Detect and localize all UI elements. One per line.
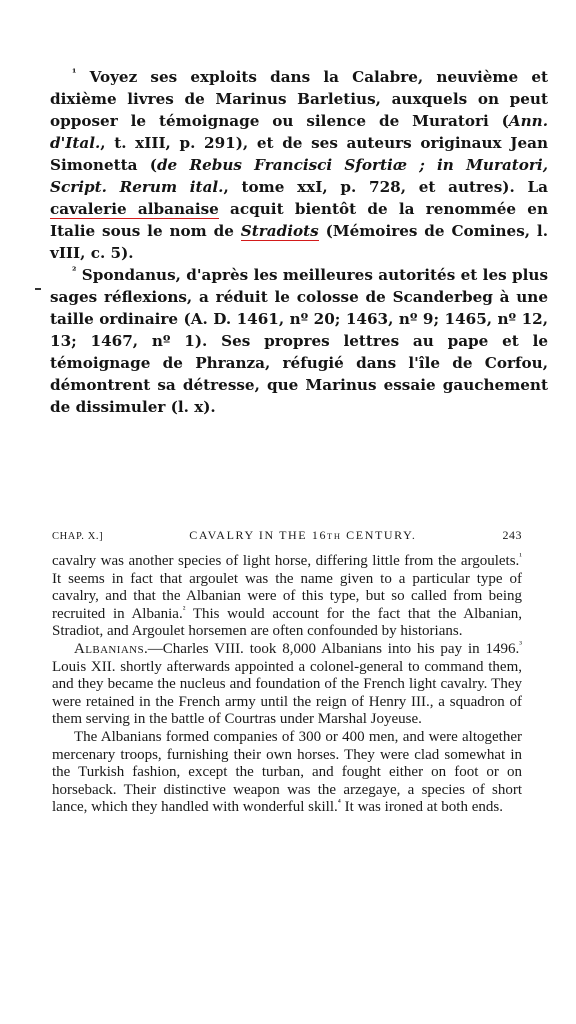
footnote-text: (Mémoires de Comines, l. vIII, c. 5). [50,222,548,262]
paragraph-albanians [52,638,522,729]
footnote-text: , t. xIII, p. 291), et de ses auteurs originaux Jean Simonetta ( [50,134,548,174]
running-title [103,528,502,543]
paragraph-text: This would account for the fact that the Albanian, Stradiot, and Argoulet horsemen are often confounded by historians. [52,605,522,640]
paragraph-text: The Albanians formed companies of 300 or 400 men, and were altogether mercenary troops, furnishing their own horses. They were clad somewhat in the Turkish fashion, except the turban, and fought either on foot or on horseback. Their distinctive weapon was the arzegaye, a species of short lance, which they handled with wonderful skill. [52,728,522,816]
scan-speck [35,288,41,290]
paragraph-argoulets [52,553,522,641]
footnote-text: acquit bientôt de la renommée en Italie sous le nom de [50,200,548,240]
paragraph-text: Louis XII. shortly afterwards appointed a colonel-general to command them, and they became the nucleus and foundation of the French light cavalry. They were retained in the French army until the reign of Henry III., a squadron of them serving in the battle of Courtras under Marshal Joyeuse. [52,658,522,728]
running-title-main: CAVALRY IN THE 16 [189,528,328,542]
note-ref: ⁴ [337,797,341,808]
body-text [52,553,522,817]
french-footnotes [50,66,548,418]
note-ref: ³ [519,638,522,649]
citation-italic: Ann. d'Ital. [50,112,548,152]
paragraph-text: cavalry was another species of light horse, differing little from the argoulets. [52,553,520,569]
paragraph-text: .—Charles VIII. took 8,000 Albanians into his pay in 1496. [144,640,520,657]
footnote-text: Voyez ses exploits dans la Calabre, neuvième et dixième livres de Marinus Barletius, auxquels on peut opposer le témoignage ou silence de Muratori ( [50,68,548,130]
footnote-1 [50,66,548,264]
citation-italic: de Rebus Francisci Sfortiæ ; in Muratori, Script. Rerum ital. [50,156,548,196]
page-number: 243 [502,528,522,542]
footnote-text: Spondanus, d'après les meilleures autorités et les plus sages réflexions, a réduit le colosse de Scanderbeg à une taille ordinaire (A. D. 1461, nº 20; 1463, nº 9; 1465, nº 12, 13; 1467, nº 1). Ses propres lettres au pape et le témoignage de Phranza, réfugié dans l'île de Corfou, démontrent sa détresse, que Marinus essaie gauchement de dissimuler (l. x). [50,266,548,416]
footnote-2 [50,264,548,418]
running-head [52,528,522,543]
chapter-label: CHAP. X.] [52,531,104,542]
running-title-tail: CENTURY. [341,528,417,542]
running-title-suffix: TH [327,531,342,541]
highlight-cavalerie-albanaise: cavalerie albanaise [50,200,219,218]
note-ref: ² [182,603,186,614]
footnote-text: , tome xxI, p. 728, et autres). La [223,178,548,196]
footnote-marker: ¹ [72,67,77,79]
paragraph-text: It seems in fact that argoulet was the name given to a particular type of cavalry, and that the Albanian were of this type, but so called from being recruited in Albania. [52,570,522,622]
highlight-stradiots: Stradiots [240,222,319,240]
footnote-marker: ² [72,265,77,277]
paragraph-text: It was ironed at both ends. [340,799,503,816]
note-ref: ¹ [519,551,522,561]
lower-page-scan [52,528,522,817]
section-heading: Albanians [74,640,145,657]
paragraph-companies [52,729,522,817]
upper-page-scan [0,0,576,460]
